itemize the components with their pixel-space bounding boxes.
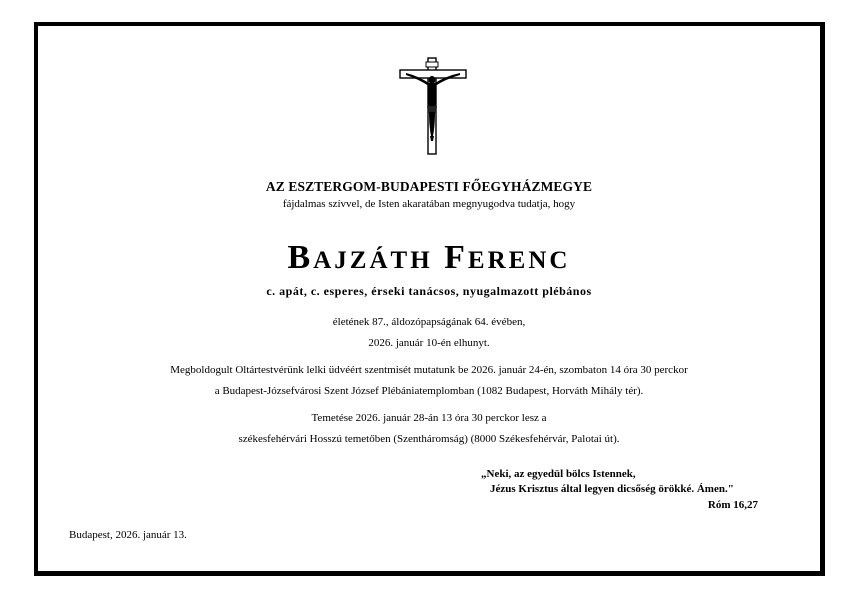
mourning-frame xyxy=(34,22,825,576)
quote-line-1: „Neki, az egyedül bölcs Istennek, xyxy=(481,468,636,480)
deceased-name xyxy=(38,239,820,277)
organization-heading: AZ ESZTERGOM-BUDAPESTI FŐEGYHÁZMEGYE xyxy=(265,179,593,194)
intro-text: fájdalmas szívvel, de Isten akaratában megnyugodva tudatja, hogy xyxy=(282,198,576,210)
quote-line-2: Jézus Krisztus által legyen dicsőség örökké. Ámen." xyxy=(490,483,734,495)
mass-line-1: Megboldogult Oltártestvérünk lelki üdvéért szentmisét mutatunk be 2026. január 24-én, szombaton 14 óra 30 perckor xyxy=(170,364,688,376)
funeral-line-2: székesfehérvári Hosszú temetőben (Szentháromság) (8000 Székesfehérvár, Palotai út). xyxy=(238,433,620,445)
death-date-line: 2026. január 10-én elhunyt. xyxy=(368,337,490,349)
name-initial-1: B xyxy=(287,239,314,276)
name-rest-2: ERENC xyxy=(467,247,571,274)
name-initial-2: F xyxy=(444,239,468,276)
mass-line-2: a Budapest-Józsefvárosi Szent József Plébániatemplomban (1082 Budapest, Horváth Mihály tér). xyxy=(214,385,644,397)
funeral-line-1: Temetése 2026. január 28-án 13 óra 30 perckor lesz a xyxy=(311,412,547,424)
quote-reference: Róm 16,27 xyxy=(707,499,758,511)
crucifix-icon xyxy=(398,56,468,156)
name-rest-1: AJZÁTH xyxy=(313,247,433,274)
place-and-date: Budapest, 2026. január 13. xyxy=(69,529,187,541)
age-line: életének 87., áldozópapságának 64. évében, xyxy=(332,316,526,328)
deceased-titles: c. apát, c. esperes, érseki tanácsos, nyugalmazott plébános xyxy=(266,284,592,298)
